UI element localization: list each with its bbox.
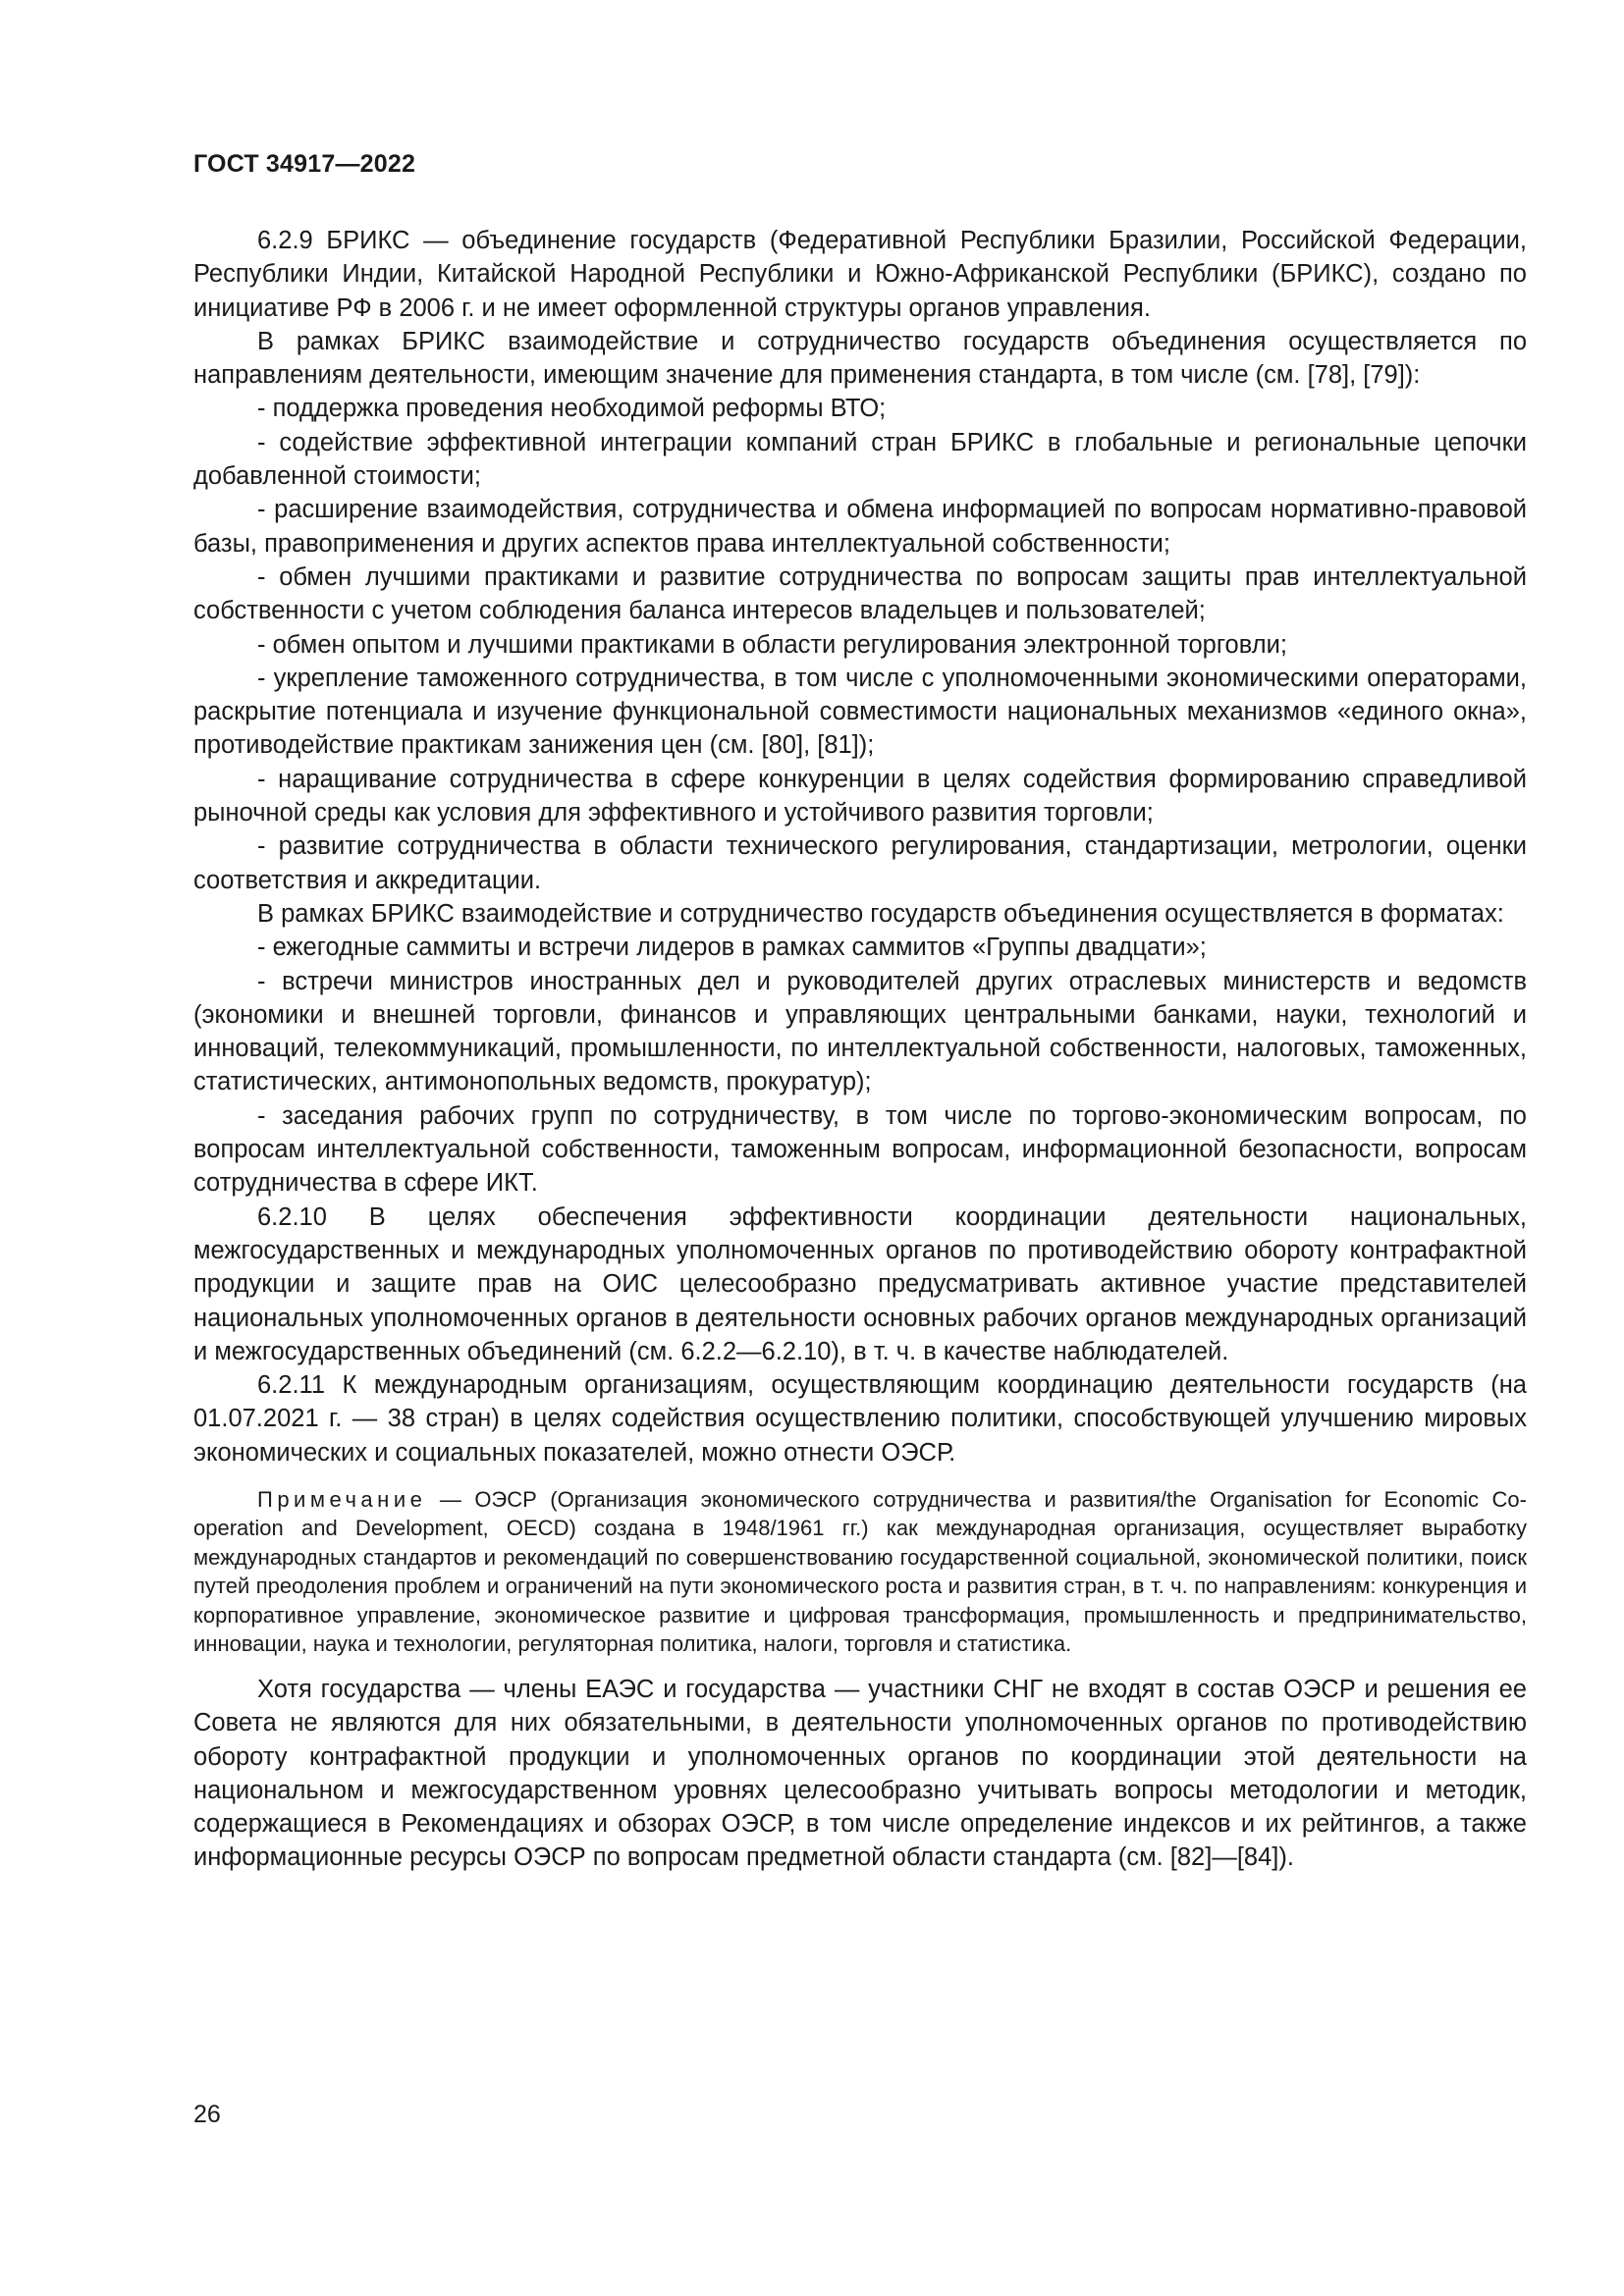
paragraph-6-2-9: 6.2.9 БРИКС — объединение государств (Федеративной Республики Бразилии, Российской Федерации, Республики Индии, Китайской Народной Республики и Южно-Африканской Республики (БРИКС), создано по инициативе РФ в 2006 г. и не имеет оформленной структуры органов управления.	[193, 227, 1527, 322]
list-item: - развитие сотрудничества в области технического регулирования, стандартизации, метрологии, оценки соответствия и аккредитации.	[193, 832, 1527, 894]
list-item: - обмен опытом и лучшими практиками в области регулирования электронной торговли;	[257, 630, 1287, 659]
list-item: - обмен лучшими практиками и развитие сотрудничества по вопросам защиты прав интеллектуальной собственности с учетом соблюдения баланса интересов владельцев и пользователей;	[193, 562, 1527, 625]
list-item: - укрепление таможенного сотрудничества, в том числе с уполномоченными экономическими операторами, раскрытие потенциала и изучение функциональной совместимости национальных механизмов «единого окна», противодействие практикам занижения цен (см. [80], [81]);	[193, 664, 1527, 760]
paragraph-brics-formats-intro: В рамках БРИКС взаимодействие и сотрудничество государств объединения осуществляется в форматах:	[257, 899, 1504, 928]
list-item: - наращивание сотрудничества в сфере конкуренции в целях содействия формированию справедливой рыночной среды как условия для эффективного и устойчивого развития торговли;	[193, 765, 1527, 828]
note-label: Примечание	[257, 1486, 427, 1512]
list-item: - поддержка проведения необходимой реформы ВТО;	[257, 395, 887, 423]
paragraph-closing: Хотя государства — члены ЕАЭС и государства — участники СНГ не входят в состав ОЭСР и решения ее Совета не являются для них обязательными, в деятельности уполномоченных органов по противодействию обороту контрафактной продукции и уполномоченных органов по координации этой деятельности на национальном и межгосударственном уровнях целесообразно учитывать вопросы методологии и методик, содержащиеся в Рекомендациях и обзорах ОЭСР, в том числе определение индексов и их рейтингов, а также информационные ресурсы ОЭСР по вопросам предметной области стандарта (см. [82]—[84]).	[193, 1675, 1527, 1872]
paragraph-brics-directions-intro: В рамках БРИКС взаимодействие и сотрудничество государств объединения осуществляется по направлениям деятельности, имеющим значение для применения стандарта, в том числе (см. [78], [79]):	[193, 327, 1527, 390]
list-item: - содействие эффективной интеграции компаний стран БРИКС в глобальные и региональные цепочки добавленной стоимости;	[193, 428, 1527, 491]
note-block	[193, 1485, 1527, 1659]
list-item: - ежегодные саммиты и встречи лидеров в рамках саммитов «Группы двадцати»;	[257, 934, 1207, 962]
list-item: - заседания рабочих групп по сотрудничеству, в том числе по торгово-экономическим вопросам, по вопросам интеллектуальной собственности, таможенным вопросам, информационной безопасности, вопросам сотрудничества в сфере ИКТ.	[193, 1101, 1527, 1198]
paragraph-6-2-11: 6.2.11 К международным организациям, осуществляющим координацию деятельности государств (на 01.07.2021 г. — 38 стран) в целях содействия осуществлению политики, способствующей улучшению мировых экономических и социальных показателей, можно отнести ОЭСР.	[193, 1371, 1527, 1467]
page-number: 26	[193, 2101, 221, 2128]
paragraph-6-2-10: 6.2.10 В целях обеспечения эффективности координации деятельности национальных, межгосударственных и международных уполномоченных органов по противодействию обороту контрафактной продукции и защите прав на ОИС целесообразно предусматривать активное участие представителей национальных уполномоченных органов в деятельности основных рабочих органов международных организаций и межгосударственных объединений (см. 6.2.2—6.2.10), в т. ч. в качестве наблюдателей.	[193, 1202, 1527, 1365]
document-body	[193, 224, 1527, 1875]
note-text: — ОЭСР (Организация экономического сотрудничества и развития/the Organisation for Economic Co-operation and Development, OECD) создана в 1948/1961 гг.) как международная организация, осуществляет выработку международных стандартов и рекомендаций по совершенствованию государственной социальной, экономической политики, поиск путей преодоления проблем и ограничений на пути экономического роста и развития стран, в т. ч. по направлениям: конкуренция и корпоративное управление, экономическое развитие и цифровая трансформация, промышленность и предпринимательство, инновации, наука и технологии, регуляторная политика, налоги, торговля и статистика.	[193, 1486, 1527, 1657]
document-code-header: ГОСТ 34917—2022	[193, 150, 416, 178]
list-item: - расширение взаимодействия, сотрудничества и обмена информацией по вопросам нормативно-правовой базы, правоприменения и других аспектов права интеллектуальной собственности;	[193, 496, 1527, 558]
list-item: - встречи министров иностранных дел и руководителей других отраслевых министерств и ведомств (экономики и внешней торговли, финансов и управляющих центральными банками, науки, технологий и инноваций, телекоммуникаций, промышленности, по интеллектуальной собственности, налоговых, таможенных, статистических, антимонопольных ведомств, прокуратур);	[193, 967, 1527, 1096]
